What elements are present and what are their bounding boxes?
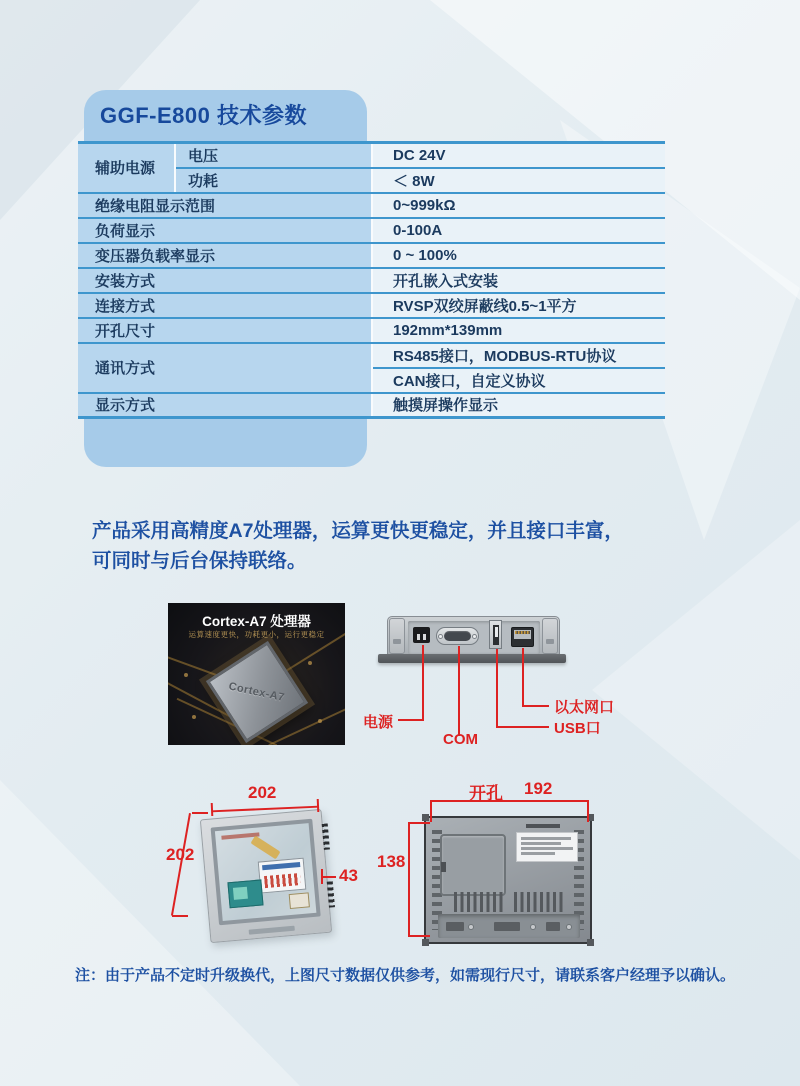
row-value: DC 24V — [372, 143, 665, 168]
spec-card-title: GGF-E800 技术参数 — [100, 103, 307, 128]
row-value: 触摸屏操作显示 — [372, 393, 665, 418]
power-port-label: 电源 — [363, 714, 394, 731]
terminal-pins — [322, 823, 330, 849]
front-height-dim: 202 — [166, 845, 195, 864]
leader-line-power — [398, 719, 424, 721]
chip-photo-subtitle: 运算速度更快，功耗更小，运行更稳定 — [188, 630, 325, 639]
leader-line-ethernet — [522, 705, 549, 707]
corner-tab — [422, 814, 429, 821]
table-row — [78, 193, 665, 218]
device-screen — [215, 823, 316, 921]
label-sticker — [516, 832, 578, 862]
leader-line-com — [458, 646, 460, 736]
row-sublabel: 电压 — [175, 143, 372, 168]
row-value: 0~999kΩ — [372, 193, 665, 218]
table-row — [78, 318, 665, 343]
row-label: 安装方式 — [78, 268, 372, 293]
ethernet-port — [511, 627, 534, 647]
table-row — [78, 393, 665, 418]
row-label: 开孔尺寸 — [78, 318, 372, 343]
chip-label: Cortex-A7 — [227, 680, 287, 704]
dim-tick — [587, 800, 589, 822]
row-label: 辅助电源 — [78, 143, 175, 193]
row-value: 192mm*139mm — [372, 318, 665, 343]
row-value: 开孔嵌入式安装 — [372, 268, 665, 293]
front-view-device — [200, 809, 332, 943]
mounting-clip — [542, 618, 558, 654]
table-row — [78, 268, 665, 293]
intro-paragraph — [92, 516, 712, 576]
dim-line-cutout-width — [430, 800, 589, 802]
row-sublabel: 功耗 — [175, 168, 372, 193]
row-label: 显示方式 — [78, 393, 372, 418]
row-value: RVSP双绞屏蔽线0.5~1平方 — [372, 293, 665, 318]
com-port-label: COM — [443, 731, 478, 748]
brand-mark — [526, 824, 560, 828]
dim-line-depth — [321, 876, 336, 878]
usb-port — [489, 620, 502, 649]
intro-line-2: 可同时与后台保持联络。 — [92, 550, 307, 572]
leader-line-ethernet — [522, 648, 524, 706]
vent-slots — [454, 892, 506, 912]
row-label: 通讯方式 — [78, 343, 372, 393]
front-width-dim: 202 — [248, 783, 277, 802]
cutout-height-dim: 138 — [377, 852, 406, 871]
row-value: 0 ~ 100% — [372, 243, 665, 268]
dim-tick — [172, 915, 188, 917]
circuit-via — [308, 661, 312, 665]
leader-line-usb — [496, 649, 498, 727]
dim-tick — [408, 822, 430, 824]
front-depth-dim: 43 — [339, 866, 358, 885]
device-flange — [378, 654, 566, 663]
mounting-clip — [389, 618, 405, 654]
ethernet-port-label: 以太网口 — [554, 699, 615, 716]
cutout-width-dim: 192 — [524, 779, 553, 798]
row-label: 连接方式 — [78, 293, 372, 318]
footnote: 注：由于产品不定时升级换代，上图尺寸数据仅供参考，如需现行尺寸，请联系客户经理予以确认。 — [75, 967, 736, 984]
vent-slots — [514, 892, 566, 912]
dim-line-cutout-height — [408, 822, 410, 936]
corner-tab — [587, 939, 594, 946]
circuit-via — [192, 715, 196, 719]
leader-line-usb — [496, 726, 549, 728]
cortex-a7-chip-photo — [168, 603, 345, 745]
power-connector — [413, 627, 430, 643]
row-label: 绝缘电阻显示范围 — [78, 193, 372, 218]
chip-photo-title: Cortex-A7 处理器 — [202, 614, 311, 629]
screen-panel — [289, 892, 310, 909]
circuit-via — [318, 719, 322, 723]
expansion-door — [440, 834, 506, 896]
connector-recess — [438, 914, 580, 938]
leader-line-power — [422, 645, 424, 720]
circuit-via — [184, 673, 188, 677]
table-row — [78, 343, 665, 368]
row-value: ＜ 8W — [372, 168, 665, 193]
terminal-pins — [327, 881, 335, 907]
intro-line-1: 产品采用高精度A7处理器，运算更快更稳定，并且接口丰富， — [92, 520, 624, 542]
dim-tick — [317, 799, 319, 812]
row-value: 0-100A — [372, 218, 665, 243]
dim-tick — [192, 812, 208, 814]
device-nameplate — [249, 926, 295, 935]
screen-graphic — [250, 835, 280, 859]
dim-tick — [408, 935, 430, 937]
dim-tick — [211, 803, 213, 816]
com-port — [436, 627, 479, 645]
table-row — [78, 218, 665, 243]
corner-tab — [422, 939, 429, 946]
cutout-label: 开孔 — [469, 784, 503, 803]
row-label: 负荷显示 — [78, 218, 372, 243]
usb-port-label: USB口 — [554, 720, 601, 737]
row-label: 变压器负载率显示 — [78, 243, 372, 268]
row-value: RS485接口，MODBUS-RTU协议 — [372, 343, 665, 368]
table-row — [78, 143, 665, 168]
processor-chip — [206, 641, 308, 743]
row-value: CAN接口，自定义协议 — [372, 368, 665, 393]
table-row — [78, 243, 665, 268]
device-bezel — [211, 819, 321, 926]
back-view-device — [424, 816, 592, 944]
table-row — [78, 293, 665, 318]
screen-panel — [227, 879, 263, 908]
screen-window — [258, 858, 307, 894]
spec-table — [78, 141, 665, 419]
dim-tick — [430, 800, 432, 822]
